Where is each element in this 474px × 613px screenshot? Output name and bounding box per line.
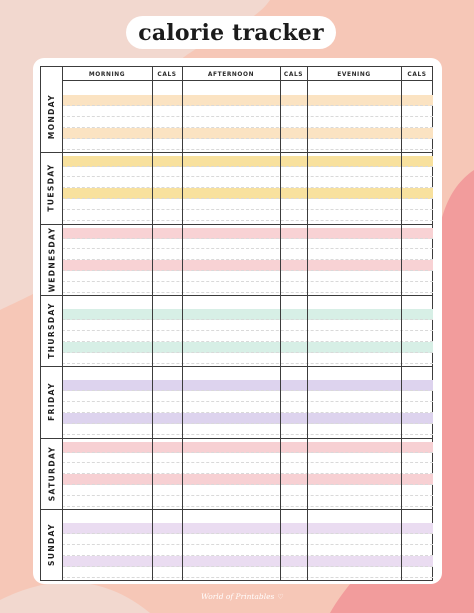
day-section: [41, 152, 433, 223]
header-cals-afternoon: CALS: [283, 69, 304, 78]
entry-line[interactable]: [62, 209, 433, 210]
page-title: calorie tracker: [138, 19, 324, 46]
day-label-divider: [62, 67, 63, 580]
day-divider: [41, 152, 433, 153]
day-divider: [41, 366, 433, 367]
day-label-cell: [41, 366, 62, 437]
day-section: [41, 366, 433, 437]
entry-line[interactable]: [62, 495, 433, 496]
day-label-cell: [41, 224, 62, 295]
column-divider: [152, 67, 153, 580]
entry-line[interactable]: [62, 452, 433, 453]
entry-line[interactable]: [62, 105, 433, 106]
day-label-cell: [41, 295, 62, 366]
header-afternoon: AFTERNOON: [207, 69, 255, 78]
day-section: [41, 438, 433, 509]
entry-line[interactable]: [62, 566, 433, 567]
entry-line[interactable]: [62, 138, 433, 139]
entry-line[interactable]: [62, 270, 433, 271]
day-divider: [41, 509, 433, 510]
entry-line[interactable]: [62, 484, 433, 485]
entry-line[interactable]: [62, 176, 433, 177]
footer-text: World of Printables: [201, 592, 275, 601]
entry-line[interactable]: [62, 390, 433, 391]
entry-line[interactable]: [62, 281, 433, 282]
day-label-cell: [41, 152, 62, 223]
entry-line[interactable]: [62, 401, 433, 402]
day-label: THURSDAY: [47, 302, 57, 359]
entry-line[interactable]: [62, 462, 433, 463]
day-label: SATURDAY: [47, 445, 56, 501]
day-label: SUNDAY: [47, 522, 57, 566]
day-section: [41, 224, 433, 295]
entry-line[interactable]: [62, 220, 433, 221]
day-divider: [41, 295, 433, 296]
header-evening: EVENING: [337, 69, 371, 78]
day-label: MONDAY: [47, 94, 57, 140]
column-divider: [182, 67, 183, 580]
heart-icon: ♡: [277, 593, 284, 601]
title-pill: [126, 16, 336, 49]
tracker-sheet: [40, 66, 433, 581]
entry-line[interactable]: [62, 149, 433, 150]
entry-line[interactable]: [62, 506, 433, 507]
day-section: [41, 81, 433, 152]
entry-line[interactable]: [62, 352, 433, 353]
column-divider: [307, 67, 308, 580]
day-divider: [41, 224, 433, 225]
entry-line[interactable]: [62, 330, 433, 331]
entry-line[interactable]: [62, 166, 433, 167]
entry-line[interactable]: [62, 292, 433, 293]
column-divider: [280, 67, 281, 580]
day-label-cell: [41, 81, 62, 152]
entry-line[interactable]: [62, 363, 433, 364]
entry-line[interactable]: [62, 533, 433, 534]
entry-line[interactable]: [62, 544, 433, 545]
entry-line[interactable]: [62, 116, 433, 117]
header-cals-evening: CALS: [407, 69, 427, 78]
day-label: WEDNESDAY: [47, 226, 56, 293]
footer-brand: [201, 592, 284, 601]
header-cals-morning: CALS: [157, 69, 177, 78]
entry-line[interactable]: [62, 423, 433, 424]
entry-line[interactable]: [62, 248, 433, 249]
day-label: FRIDAY: [47, 382, 56, 422]
header-morning: MORNING: [88, 69, 126, 78]
entry-line[interactable]: [62, 577, 433, 578]
day-label-cell: [41, 509, 62, 580]
entry-line[interactable]: [62, 198, 433, 199]
day-section: [41, 509, 433, 580]
day-section: [41, 295, 433, 366]
day-label: TUESDAY: [47, 163, 56, 213]
entry-line[interactable]: [62, 238, 433, 239]
column-divider: [401, 67, 402, 580]
day-divider: [41, 438, 433, 439]
day-label-cell: [41, 438, 62, 509]
entry-line[interactable]: [62, 434, 433, 435]
entry-line[interactable]: [62, 319, 433, 320]
